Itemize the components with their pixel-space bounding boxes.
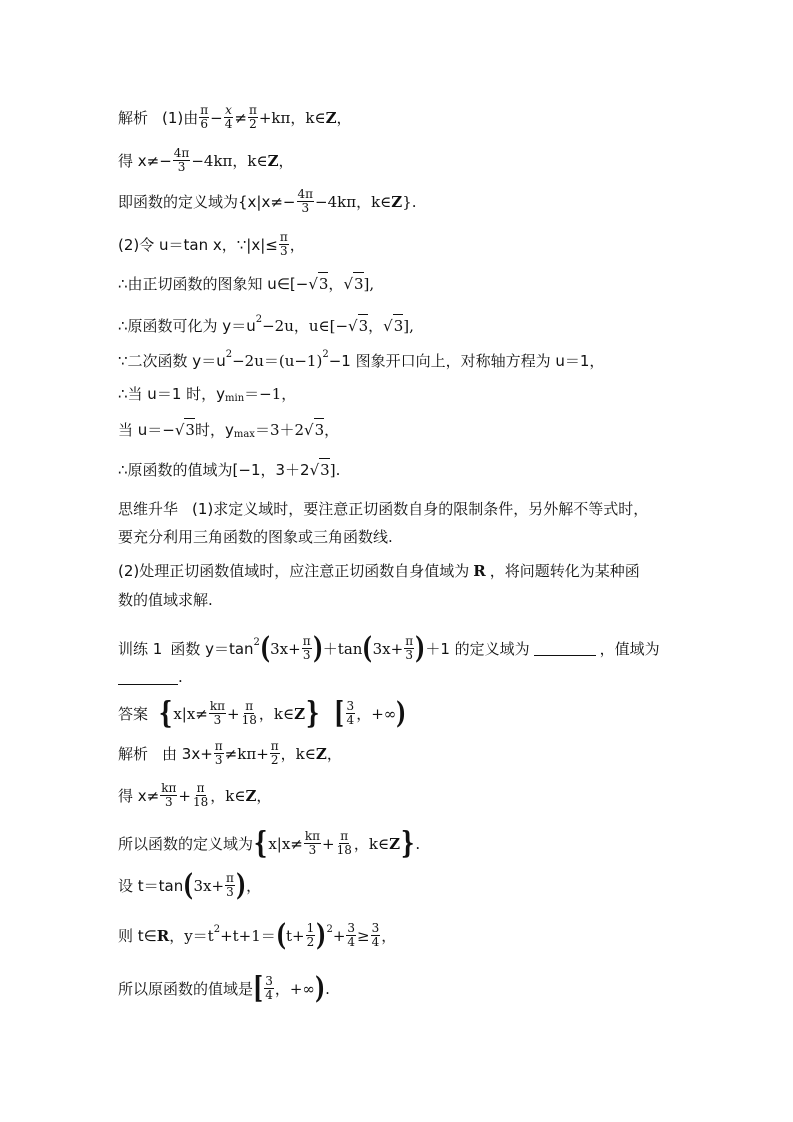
thinking-line4: 数的值域求解. (118, 591, 213, 609)
thinking-label: 思维升华 (118, 500, 179, 518)
analysis1-line6: ∴原函数可化为 y＝u 2 −2u，u∈[− √ 3 ， √ 3 ], (118, 313, 414, 335)
analysis1-line8: ∴当 u＝1 时，y min ＝−1， (118, 385, 297, 404)
analysis2-line1: 解析 由 3x+ $\frac{\pi}{3}$ ≠kπ+ $\frac{\pi}{2}$ ，k∈ Z ， (118, 739, 342, 767)
fraction: $\frac{\pi}{6}$ (200, 103, 209, 131)
answer-line: 答案 { x|x≠ $\frac{k\pi}{3}$ + $\frac{\pi}{18}$ ，k∈ Z } [ $\frac{3}{4}$ ，+∞ ) (118, 695, 407, 731)
analysis1-line3: 即函数的定义域为{x|x≠− $\frac{4\pi}{3}$ −4kπ，k∈ Z }. (118, 187, 417, 215)
domain-blank (534, 641, 596, 656)
thinking-line1: 思维升华 (1)求定义域时，要注意正切函数自身的限制条件，另外解不等式时， (118, 500, 649, 518)
analysis1-line9: 当 u＝− √ 3 时，y max ＝3＋2 √ 3 ， (118, 418, 339, 441)
analysis2-line5: 则 t∈ R ，y＝t 2 +t+1＝ ( t+ $\frac{1}{2}$ ) 2 + $\frac{3}{4}$ ≥ $\frac{3}{4}$ ， (118, 917, 397, 953)
fraction: $\frac{\pi}{2}$ (248, 103, 257, 131)
range-blank (118, 670, 178, 685)
fraction: $\frac{\pi}{3}$ (279, 230, 288, 258)
analysis2-line3: 所以函数的定义域为 { x|x≠ $\frac{k\pi}{3}$ + $\frac{\pi}{18}$ ，k∈ Z } . (118, 825, 421, 861)
analysis1-line5: ∴由正切函数的图象知 u∈[− √ 3 ， √ 3 ], (118, 272, 374, 295)
analysis-label: 解析 (118, 744, 149, 763)
analysis1-line1: 解析 (1)由 $\frac{\pi}{6}$ − $\frac{x}{4}$ ≠ $\frac{\pi}{2}$ +kπ，k∈ Z ， (118, 103, 352, 131)
exercise-line2: . (118, 666, 183, 688)
fraction: $\frac{x}{4}$ (224, 103, 233, 131)
analysis-label: 解析 (118, 108, 149, 127)
analysis2-line2: 得 x≠ $\frac{k\pi}{3}$ + $\frac{\pi}{18}$ ，k∈ Z ， (118, 781, 272, 809)
analysis1-line2: 得 x≠− $\frac{4\pi}{3}$ −4kπ，k∈ Z ， (118, 146, 294, 174)
fraction: $\frac{4\pi}{3}$ (297, 187, 314, 215)
analysis2-line4: 设 t＝tan ( 3x+ $\frac{\pi}{3}$ ) ， (118, 867, 262, 903)
exercise-label: 训练 1 (118, 639, 163, 658)
exercise-line1: 训练 1 函数 y＝tan 2 ( 3x+ $\frac{\pi}{3}$ ) ＋tan ( 3x+ $\frac{\pi}{3}$ ) ＋1 的定义域为 ，值域为 (118, 630, 660, 666)
analysis1-line4: (2)令 u＝tan x，∵|x|≤ $\frac{\pi}{3}$ ， (118, 230, 305, 258)
analysis1-line7: ∵二次函数 y＝u 2 −2u＝(u−1) 2 −1 图象开口向上，对称轴方程为 u＝1， (118, 349, 605, 370)
answer-label: 答案 (118, 704, 149, 723)
thinking-line2: 要充分利用三角函数的图象或三角函数线. (118, 528, 393, 546)
analysis1-line10: ∴原函数的值域为[−1，3＋2 √ 3 ]. (118, 458, 340, 481)
thinking-line3: (2)处理正切函数值域时，应注意正切函数自身值域为 R ，将问题转化为某种函 (118, 562, 640, 580)
analysis2-line6: 所以原函数的值域是 [ $\frac{3}{4}$ ，+∞ ) . (118, 970, 330, 1006)
fraction: $\frac{4\pi}{3}$ (173, 146, 190, 174)
